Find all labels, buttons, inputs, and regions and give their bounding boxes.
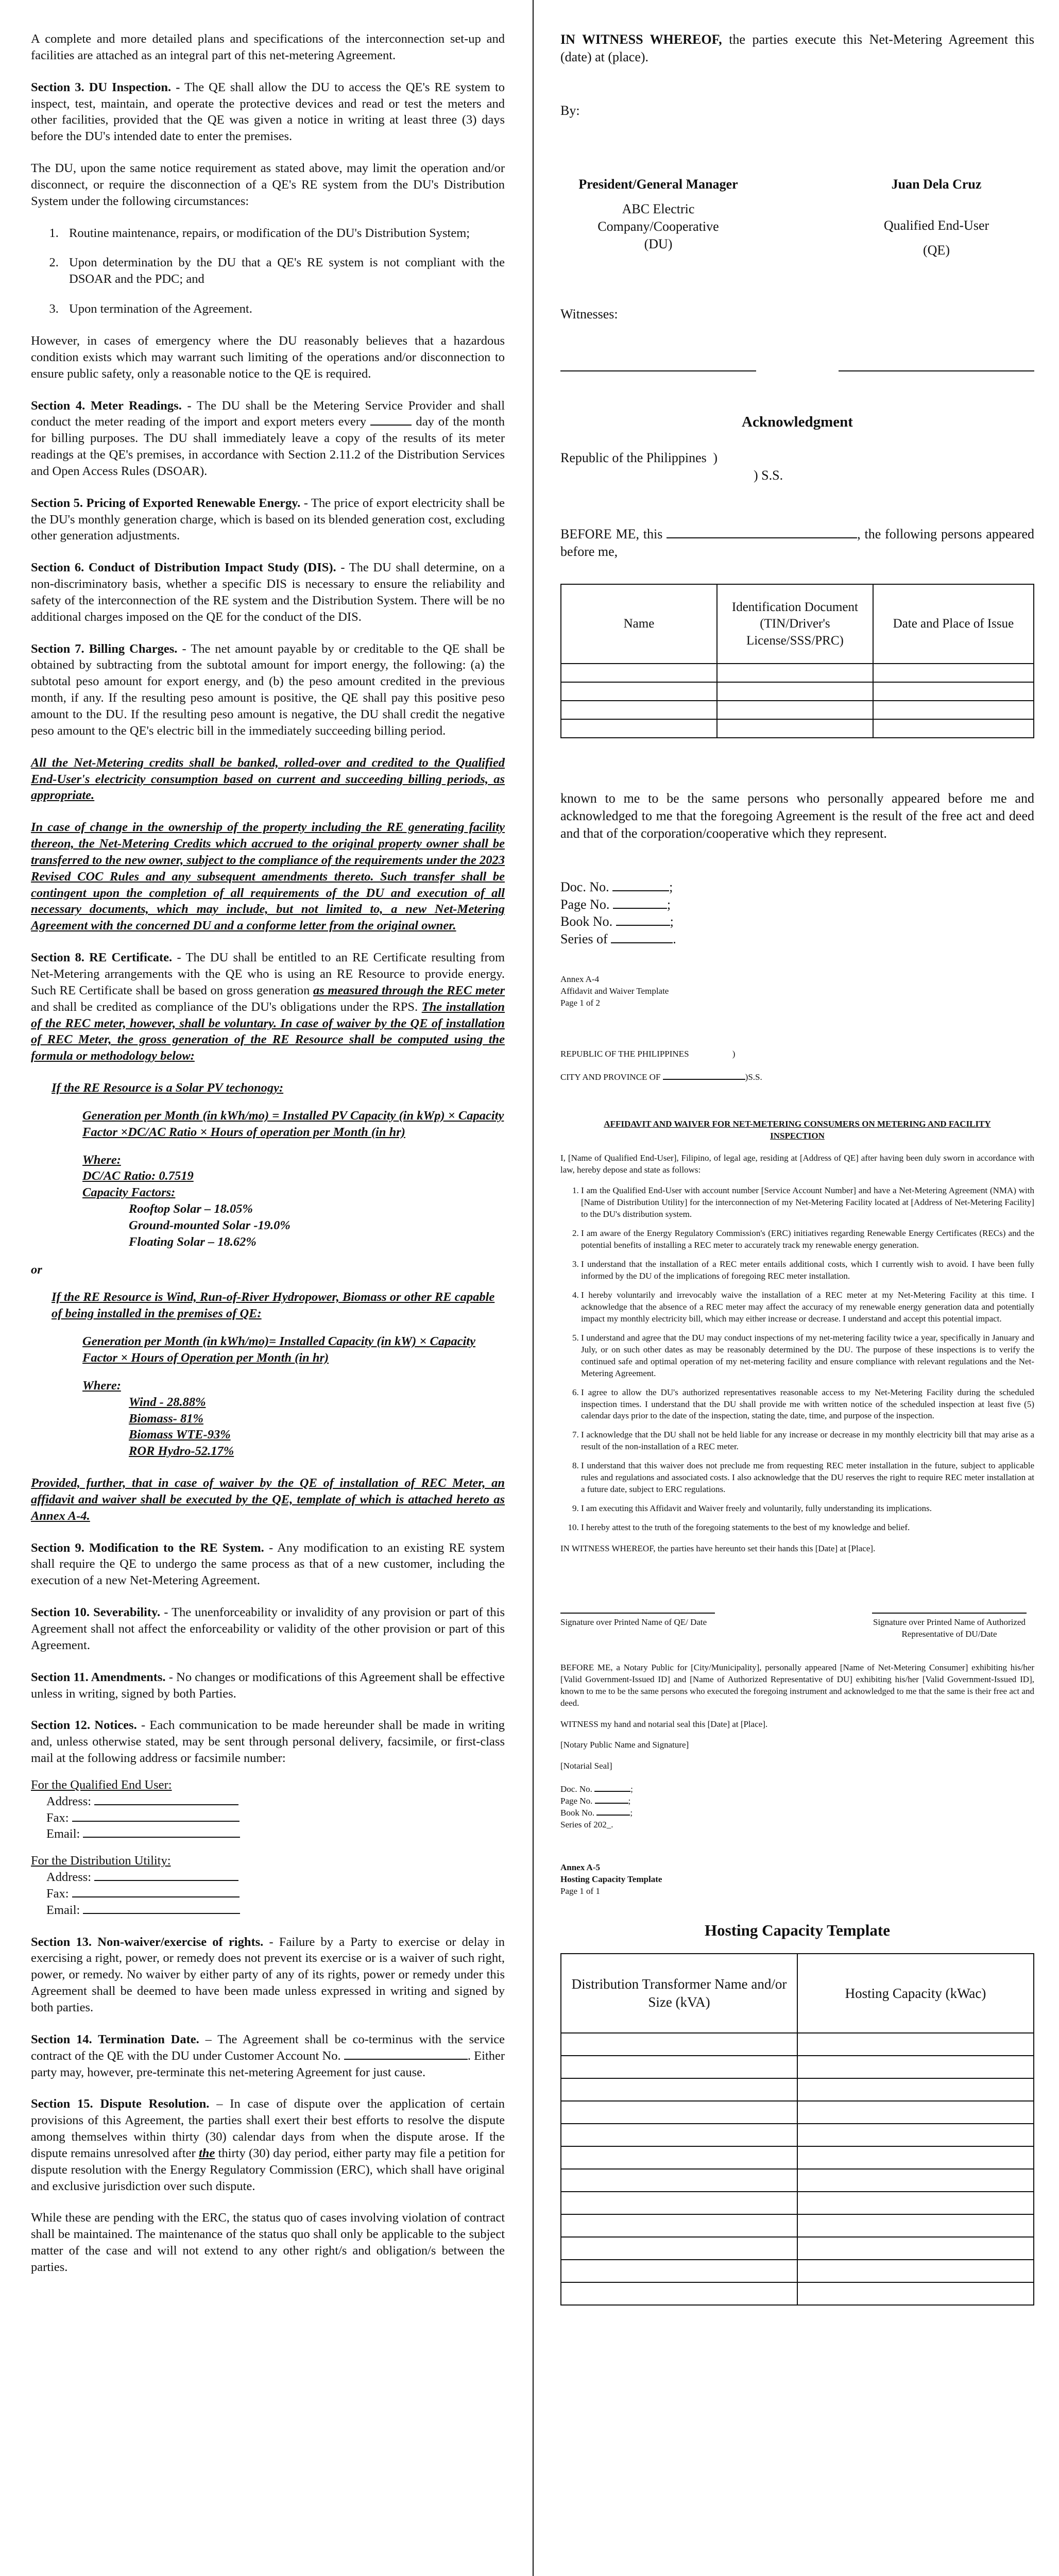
wind-factor-item: Biomass- 81% [129,1411,203,1426]
witness-lines [560,369,1034,371]
du-signatory-org: ABC Electric Company/Cooperative [597,201,719,234]
table-cell [797,2282,1034,2305]
table-header: Name [561,584,717,664]
qe-signatory-name: Juan Dela Cruz [891,177,982,192]
email-label: Email: [46,1827,80,1841]
table-cell [561,2056,797,2078]
qe-signature-label: Signature over Printed Name of QE/ Date [560,1617,707,1627]
column-divider [533,0,534,2576]
table-cell [561,2146,797,2169]
table-cell [797,2033,1034,2056]
table-cell [561,2282,797,2305]
doc-line [616,924,670,926]
fax-label: Fax: [46,1886,69,1901]
list-item: 10. I hereby attest to the truth of the foregoing statements to the best of my knowledge and belief. [581,1522,1034,1534]
hosting-capacity-title: Hosting Capacity Template [705,1921,890,1939]
doc-row: Book No. ; [560,914,674,929]
table-cell [797,2237,1034,2260]
email-label: Email: [46,1903,80,1917]
table-row [561,2056,1034,2078]
doc-line [596,1814,630,1816]
paren: ) [732,1048,736,1059]
table-cell [717,682,873,701]
section-5-text: - The price of export electricity shall be the DU's monthly generation charge, which is based on its blended generation cost, excluding other generation adjustments. [31,496,505,543]
date-line [667,536,857,538]
annex-a4-block [560,974,1034,1897]
doc-line [613,907,667,909]
table-cell [797,2056,1034,2078]
affidavit-witness: IN WITNESS WHEREOF, the parties have hereunto set their hands this [Date] at [Place]. [560,1543,876,1553]
address-line [94,1803,238,1805]
list-item: 9. I am executing this Affidavit and Waiver freely and voluntarily, fully understanding its implications. [581,1503,1034,1515]
doc-row: Page No. ; [560,1796,631,1806]
table-cell [797,2078,1034,2101]
table-row [561,2214,1034,2237]
doc-label: Page No. [560,896,610,912]
witness-text: the parties execute this Net-Metering Agreement this (date) at (place). [560,32,1034,64]
doc-row: Book No. ; [560,1808,633,1818]
section-8-text-c: and shall be credited as compliance of the DU's obligations under the RPS. [31,999,418,1014]
du-signatory [560,176,756,259]
section-15-text-b: thirty (30) day period, either party may file a petition for dispute resolution with the Energy Regulatory Commission (ERC), which shall have original and exclusive jurisdiction over such dispute. [31,2146,505,2193]
section-9-title: Section 9. Modification to the RE System. [31,1540,264,1555]
table-row [561,2124,1034,2146]
section-5 [31,495,505,545]
doc-block [560,878,1034,948]
table-cell [561,719,717,738]
section-3 [31,79,505,145]
table-row [561,2282,1034,2305]
list-item: 4. I hereby voluntarily and irrevocably waive the installation of a REC meter at my Net-Metering Facility at this time. I acknowledge that the absence of a REC meter may affect the accuracy of my renewable energy generation data and potentially impact my monthly electricity bill, which may either increase or decrease. I understand and accept this potential impact. [581,1290,1034,1325]
section-7 [31,641,505,739]
section-15-the: the [198,2146,215,2160]
section-15-text-a: – In case of dispute over the application of certain provisions of this Agreement, the parties shall exert their best efforts to resolve the dispute among themselves within thirty (30) calendar days from when the dispute arose. If the dispute remains unresolved after [31,2097,505,2160]
affidavit-list [560,1185,1034,1534]
list-item: 1. I am the Qualified End-User with account number [Service Account Number] and have a Net-Metering Agreement (NMA) with [Name of Distribution Utility] for the interconnection of my Net-Metering Facility located at [Address of Net-Metering Facility] to the DU's distribution system. [581,1185,1034,1221]
list-item: 8. I understand that this waiver does not preclude me from requesting REC meter installation in the future, subject to applicable rules and regulations and associated costs. I also acknowledge that the DU reserves the right to require REC meter installation at a future date, subject to ERC regulations. [581,1460,1034,1496]
du-signature-label: Signature over Printed Name of Authorized Representative of DU/Date [873,1617,1026,1639]
wind-factor-item: ROR Hydro-52.17% [129,1444,234,1459]
annex-a4-line: Affidavit and Waiver Template [560,986,669,996]
net-metering-credits-paragraph: All the Net-Metering credits shall be banked, rolled-over and credited to the Qualified End-User's electricity consumption based on current and succeeding billing periods, as appropriate. [31,755,505,803]
list-item: 5. I understand and agree that the DU may conduct inspections of my net-metering facility twice a year, specifically in January and July, or on such other dates as may be reasonably determined by the DU. The purpose of these inspections is to verify the continued safe and optimal operation of my net-metering facility and ensure compliance with relevant regulations and the Net-Metering Agreement. [581,1332,1034,1380]
address-label: Address: [46,1870,92,1885]
section-7-title: Section 7. Billing Charges. [31,641,178,656]
table-cell [561,664,717,682]
table-row [561,682,1034,701]
section-7-text: - The net amount payable by or creditable to the QE shall be obtained by subtracting from the subtotal amount for import energy, the following: (a) the subtotal peso amount for export energy, and (b) the peso amount credited in the previous month, if any. If the resulting peso amount is positive, the QE shall pay this positive peso amount to the DU. If the resulting peso amount is negative, the DU shall credit the negative peso amount to the QE's electric bill in the immediately succeeding billing period. [31,641,505,738]
solar-formula: Generation per Month (in kWh/mo) = Installed PV Capacity (in kWp) × Capacity Factor ×DC/AC Ratio × Hours of operation per Month (in hr) [82,1108,504,1139]
annex-a5-line: Page 1 of 1 [560,1886,600,1896]
witness-line [839,369,1034,371]
doc-label: Book No. [560,1808,595,1818]
section-3-paragraph-3: However, in cases of emergency where the DU reasonably believes that a hazardous condition exists which may warrant such limiting of the operations and/or disconnection to ensure public safety, only a reasonable notice to the QE is required. [31,333,505,381]
address-line [94,1879,238,1881]
address-field-row [46,1793,505,1810]
doc-row: Series of . [560,931,676,947]
section-5-title: Section 5. Pricing of Exported Renewable Energy. [31,496,301,510]
table-cell [797,2146,1034,2169]
witness-bold: IN WITNESS WHEREOF, [560,32,722,47]
city-text: CITY AND PROVINCE OF [560,1072,661,1082]
fax-field-row [46,1810,505,1826]
table-cell [873,719,1034,738]
list-item: 3. Upon termination of the Agreement. [62,301,505,317]
qe-signatory-role: (QE) [923,242,950,258]
intro-paragraph: A complete and more detailed plans and specifications of the interconnection set-up and facilities are attached as an integral part of this net-metering Agreement. [31,32,505,62]
list-item: 1. Routine maintenance, repairs, or modification of the DU's Distribution System; [62,225,505,242]
known-paragraph: known to me to be the same persons who personally appeared before me and acknowledged to me that the foregoing Agreement is the result of the free act and deed and that of the corporation/cooperative which they represent. [560,791,1034,841]
section-11-text: - No changes or modifications of this Agreement shall be effective unless in writing, signed by both Parties. [31,1670,505,1701]
section-15-paragraph-2: While these are pending with the ERC, the status quo of cases involving violation of contract shall be maintained. The maintenance of the status quo shall only be applicable to the subject matter of the case and will not extend to any other right/s and obligation/s between the parties. [31,2211,505,2274]
account-number-line [344,2058,468,2060]
section-4-text-a: The DU shall be the Metering Service Provider and shall conduct the meter reading of the import and export meters every [31,398,505,429]
table-cell [561,2078,797,2101]
section-8 [31,950,505,1064]
city-line [560,1072,1034,1083]
section-8-title: Section 8. RE Certificate. [31,951,173,965]
section-13 [31,1934,505,2016]
section-13-text: - Failure by a Party to exercise or delay in exercising a right, power, or remedy does not prevent its exercise or is a waiver of such right, power, or remedy. No waiver by either party of any of its rights, power or remedy under this Agreement shall be deemed to have been made unless expressed in writing and signed by both parties. [31,1935,505,2014]
table-row [561,2033,1034,2056]
table-cell [561,2237,797,2260]
qe-signature [560,1612,730,1640]
section-14 [31,2031,505,2081]
du-signatory-title: President/General Manager [578,177,738,192]
section-13-title: Section 13. Non-waiver/exercise of rights. [31,1935,264,1949]
email-field-row [46,1826,505,1842]
ss2-text: )S.S. [745,1072,762,1082]
doc-label: Book No. [560,914,613,929]
table-cell [797,2169,1034,2192]
or-separator: or [31,1262,42,1277]
table-row [561,2260,1034,2282]
table-row [561,2101,1034,2124]
ownership-change-paragraph: In case of change in the ownership of the property including the RE generating facility thereon, the Net-Metering Credits which accrued to the original property owner shall be transferred to the new owner, subject to the compliance of the requirements under the 2023 Revised COC Rules and any subsequent amendments thereto. Such transfer shall be contingent upon the completion of all requirements of the DU and execution of all necessary documents, which may include, but not limited to, a new Net-Metering Agreement with the concerned DU and a conforme letter from the original owner. [31,820,505,933]
witnesses-label: Witnesses: [560,306,618,321]
section-9 [31,1540,505,1589]
notary-paragraph: BEFORE ME, a Notary Public for [City/Municipality], personally appeared [Name of Net-Metering Consumer] exhibiting his/her [Valid Government-Issued ID] and [Name of Authorized Representative of DU] exhibiting his/her [Valid Government-Issued ID], known to me to be the same persons who executed the foregoing instrument and acknowledged to me that the same is their free act and deed. [560,1662,1034,1708]
qe-address-block [31,1777,505,1842]
republic-text: Republic of the Philippines [560,450,707,466]
table-cell [797,2192,1034,2214]
before-me-text: BEFORE ME, this [560,526,663,541]
fax-line [72,1820,240,1822]
table-cell [797,2124,1034,2146]
where-label: Where: [82,1378,121,1393]
blank-line [370,423,412,426]
dcac-ratio: DC/AC Ratio: 0.7519 [82,1169,194,1183]
doc-row: Doc. No. ; [560,1784,633,1794]
list-item: 2. Upon determination by the DU that a QE's RE system is not compliant with the DSOAR and the PDC; and [62,255,505,287]
list-item: 7. I acknowledge that the DU shall not be held liable for any increase or decrease in my monthly electricity bill that may arise as a result of the non-installation of a REC meter. [581,1429,1034,1453]
wind-heading: If the RE Resource is Wind, Run-of-River Hydropower, Biomass or other RE capable of being installed in the premises of QE: [52,1290,495,1321]
email-line [83,1912,240,1914]
acknowledgment-title: Acknowledgment [742,413,853,430]
section-15-title: Section 15. Dispute Resolution. [31,2097,210,2111]
table-cell [797,2260,1034,2282]
list-item: 3. I understand that the installation of a REC meter entails additional costs, which I currently wish to avoid. I have been fully informed by the DU of the implications of foregoing REC meter installation. [581,1259,1034,1282]
solar-heading: If the RE Resource is a Solar PV techonogy: [52,1081,284,1095]
section-11-title: Section 11. Amendments. [31,1670,166,1684]
section-8-text-b: as measured through the REC meter [313,983,505,997]
disconnection-list [31,225,505,317]
right-column [560,31,1034,2306]
fax-field-row [46,1886,505,1902]
annex-a4-line: Page 1 of 2 [560,997,600,1008]
left-column [31,31,505,2291]
doc-row: Doc. No. ; [560,879,673,894]
before-me-text-b: , the following persons appeared before me, [560,526,1035,559]
section-12 [31,1717,505,1767]
du-signatory-role: (DU) [644,236,673,251]
table-cell [561,2214,797,2237]
table-cell [717,664,873,682]
city-blank [663,1078,745,1080]
table-cell [561,2101,797,2124]
table-cell [717,701,873,719]
table-cell [561,2169,797,2192]
list-item: 6. I agree to allow the DU's authorized representatives reasonable access to my Net-Metering Facility during the scheduled inspection times. I understand that the DU shall provide me with written notice of the scheduled inspection at least five (5) calendar days prior to the date of the inspection, stating the date, time, and purpose of the inspection. [581,1387,1034,1422]
qe-signatory [839,176,1034,259]
capacity-factor-item: Floating Solar – 18.62% [129,1234,257,1249]
notarial-seal: [Notarial Seal] [560,1761,612,1771]
notary-signature: [Notary Public Name and Signature] [560,1740,689,1750]
section-15 [31,2096,505,2194]
doc-row: Page No. ; [560,896,671,912]
address-field-row [46,1869,505,1886]
republic2-line [560,1048,1034,1060]
doc-row: Series of 202_. [560,1820,613,1830]
section-4-text-b: day of the month for billing purposes. The DU shall immediately leave a copy of the results of its meter readings at the QE's premises, in accordance with Section 2.11.2 of the Distribution Services and Open Access Rules (DSOAR). [31,415,505,478]
section-3-text: The QE shall allow the DU to access the QE's RE system to inspect, test, maintain, and operate the protective devices and read or test the meters and other facilities, provided that the QE was given a notice in writing at least three (3) days before the DU's intended date to enter the premises. [31,80,505,144]
ss-line: ) S.S. [754,468,783,483]
table-row [561,2192,1034,2214]
doc-label: Page No. [560,1796,593,1806]
qe-address-heading: For the Qualified End User: [31,1777,172,1792]
list-item: 2. I am aware of the Energy Regulatory Commission's (ERC) initiatives regarding Renewable Energy Certificates (RECs) and the potential benefits of installing a REC meter to accurately track my renewable energy generation. [581,1228,1034,1251]
annex-a5-line: Hosting Capacity Template [560,1874,662,1885]
doc-line [595,1802,628,1804]
signature-block [560,176,1034,259]
table-row [561,719,1034,738]
du-address-block [31,1853,505,1918]
address-label: Address: [46,1794,92,1808]
witness-paragraph [560,31,1034,66]
du-address-heading: For the Distribution Utility: [31,1854,171,1868]
table-header: Hosting Capacity (kWac) [797,1954,1034,2033]
witness-line [560,369,756,371]
section-3-title: Section 3. DU Inspection. - [31,80,180,94]
section-12-title: Section 12. Notices. [31,1718,137,1733]
doc-line [612,889,669,891]
table-cell [561,2260,797,2282]
table-row [561,2146,1034,2169]
section-8-text-a: - The DU shall be entitled to an RE Certificate resulting from Net-Metering arrangements with the QE who is using an RE Resource to provide energy. Such RE Certificate shall be based on gross generation [31,951,505,997]
capacity-factor-item: Rooftop Solar – 18.05% [129,1202,253,1216]
capacity-factors-heading: Capacity Factors: [82,1185,176,1200]
republic2-text: REPUBLIC OF THE PHILIPPINES [560,1048,689,1059]
affidavit-signatures [560,1612,1034,1640]
table-cell [561,2033,797,2056]
wind-factor-item: Wind - 28.88% [129,1395,206,1409]
section-14-text-a: – The Agreement shall be co-terminus with the service contract of the QE with the DU under Customer Account No. [31,2032,505,2063]
section-4-title: Section 4. Meter Readings. - [31,398,192,413]
doc-line [611,941,673,943]
table-cell [717,719,873,738]
table-cell [797,2214,1034,2237]
table-cell [561,2192,797,2214]
wind-factor-item: Biomass WTE-93% [129,1428,231,1442]
qe-signature-line [560,1612,715,1614]
affidavit-title: AFFIDAVIT AND WAIVER FOR NET-METERING CONSUMERS ON METERING AND FACILITY INSPECTION [604,1118,991,1141]
section-3-paragraph-2: The DU, upon the same notice requirement as stated above, may limit the operation and/or disconnect, or require the disconnection of a QE's RE system from the DU's Distribution System under the following circumstances: [31,161,505,208]
table-cell [561,682,717,701]
table-cell [561,701,717,719]
email-field-row [46,1902,505,1919]
fax-line [72,1895,240,1897]
section-12-text: - Each communication to be made hereunder shall be made in writing and, unless otherwise stated, may be sent through personal delivery, facsimile, or first-class mail at the following address or facsimile number: [31,1718,505,1766]
affidavit-intro: I, [Name of Qualified End-User], Filipino, of legal age, residing at [Address of QE] after having been duly sworn in accordance with law, hereby depose and state as follows: [560,1153,1034,1175]
section-10-text: - The unenforceability or invalidity of any provision or part of this Agreement shall not affect the enforceability or validity of the other provision or part of this Agreement. [31,1605,505,1652]
section-6-text: - The DU shall determine, on a non-discriminatory basis, whether a specific DIS is necessary to ensure the reliability and safety of the interconnection of the RE system and the Distribution System. There will be no additional charges imposed on the QE for the conduct of the DIS. [31,561,505,624]
annex-a5-line: Annex A-5 [560,1862,600,1873]
doc-line [594,1790,630,1792]
by-label: By: [560,103,580,118]
table-cell [873,701,1034,719]
du-signature [864,1612,1034,1640]
section-9-text: - Any modification to an existing RE system shall require the QE to undergo the same process as that of a new customer, including the execution of a new Net-Metering Agreement. [31,1540,505,1588]
table-header: Distribution Transformer Name and/or Size (kVA) [561,1954,797,2033]
table-header: Identification Document (TIN/Driver's License/SSS/PRC) [717,584,873,664]
du-signature-line [872,1612,1027,1614]
before-me-paragraph [560,526,1034,561]
section-14-text-b: . Either party may, however, pre-terminate this net-metering Agreement for just cause. [31,2048,505,2079]
hosting-capacity-table [560,1953,1034,2306]
paren: ) [713,450,718,466]
wind-formula: Generation per Month (in kWh/mo)= Installed Capacity (in kW) × Capacity Factor × Hours of Operation per Month (in hr) [82,1334,475,1365]
acknowledgment-table [560,584,1034,738]
doc2-block [560,1784,1034,1831]
table-row [561,2237,1034,2260]
table-header-row [561,1954,1034,2033]
table-header-row [561,584,1034,664]
section-6 [31,560,505,625]
section-6-title: Section 6. Conduct of Distribution Impact Study (DIS). [31,561,336,575]
section-10-title: Section 10. Severability. [31,1605,161,1620]
section-11 [31,1669,505,1702]
table-cell [797,2101,1034,2124]
table-row [561,664,1034,682]
section-8-text-d: The installation of the REC meter, however, shall be voluntary. In case of waiver by the QE of installation of REC Meter, the gross generation of the RE Resource shall be computed using the formula or methodology below: [31,999,505,1063]
fax-label: Fax: [46,1810,69,1825]
section-14-title: Section 14. Termination Date. [31,2032,199,2046]
qe-signatory-org: Qualified End-User [883,218,989,233]
doc-label: Series of [560,931,608,947]
doc-label: Doc. No. [560,879,609,894]
annex-a4-line: Annex A-4 [560,974,600,985]
provided-further-paragraph: Provided, further, that in case of waiver by the QE of installation of REC Meter, an affidavit and waiver shall be executed by the QE, template of which is attached hereto as Annex A-4. [31,1476,505,1523]
table-cell [561,2124,797,2146]
republic-line [560,449,1034,467]
table-cell [873,664,1034,682]
table-row [561,701,1034,719]
table-header: Date and Place of Issue [873,584,1034,664]
table-row [561,2078,1034,2101]
where-label: Where: [82,1153,121,1167]
notary-witness: WITNESS my hand and notarial seal this [Date] at [Place]. [560,1719,768,1729]
email-line [83,1836,240,1838]
doc-label: Doc. No. [560,1784,592,1794]
table-row [561,2169,1034,2192]
capacity-factor-item: Ground-mounted Solar -19.0% [129,1218,291,1232]
table-cell [873,682,1034,701]
section-4 [31,398,505,480]
section-10 [31,1604,505,1654]
